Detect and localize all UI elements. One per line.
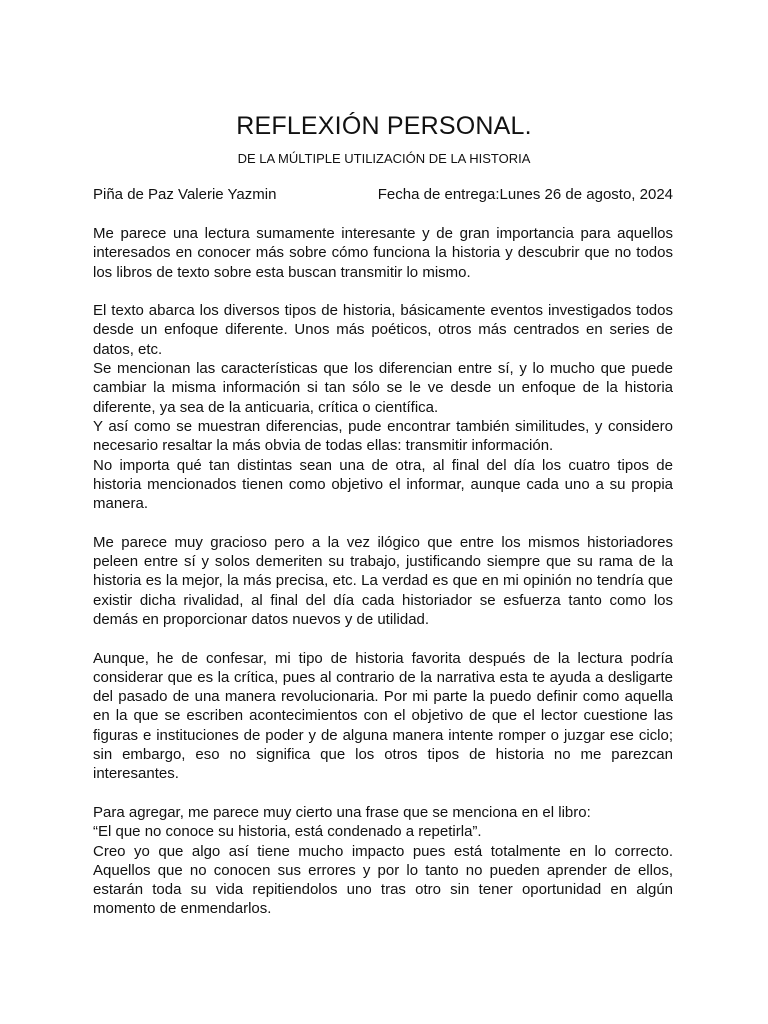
paragraph: Y así como se muestran diferencias, pude encontrar también similitudes, y considero necesario resaltar la más obvia de todas ellas: transmitir información. [93,417,673,455]
document-title: REFLEXIÓN PERSONAL. [236,112,532,140]
author-name: Piña de Paz Valerie Yazmin [93,186,277,203]
paragraph: No importa qué tan distintas sean una de otra, al final del día los cuatro tipos de historia mencionados tienen como objetivo el informar, aunque cada uno a su propia manera. [93,456,673,513]
due-date: Fecha de entrega:Lunes 26 de agosto, 2024 [377,186,673,203]
document-body [93,224,673,919]
document-meta-row [93,185,673,205]
paragraph: Creo yo que algo así tiene mucho impacto pues está totalmente en lo correcto. Aquellos que no conocen sus errores y por lo tanto no pueden aprender de ellos, estarán toda su vida repitiendolos uno tras otro sin tener oportunidad en algún momento de enmendarlos. [93,842,673,918]
paragraph: Se mencionan las características que los diferencian entre sí, y lo mucho que puede cambiar la misma información si tan sólo se le ve desde un enfoque de la historia diferente, ya sea de la anticuaria, crítica o científica. [93,360,673,416]
paragraph: Para agregar, me parece muy cierto una frase que se menciona en el libro: [93,803,591,821]
paragraph: El texto abarca los diversos tipos de historia, básicamente eventos investigados todos desde un enfoque diferente. Unos más poéticos, otros más centrados en series de datos, etc. [93,302,673,358]
document-subtitle: DE LA MÚLTIPLE UTILIZACIÓN DE LA HISTORIA [237,151,531,166]
paragraph: Me parece muy gracioso pero a la vez ilógico que entre los mismos historiadores peleen entre sí y solos demeriten su trabajo, justificando siempre que su rama de la historia es la mejor, la más precisa, etc. La verdad es que en mi opinión no tendría que existir dicha rivalidad, al final del día cada historiador se esfuerza tanto como los demás en proporcionar datos nuevos y de utilidad. [93,533,673,628]
paragraph: Me parece una lectura sumamente interesante y de gran importancia para aquellos interesados en conocer más sobre cómo funciona la historia y descubrir que no todos los libros de texto sobre esta buscan transmitir lo mismo. [93,225,673,281]
paragraph: Aunque, he de confesar, mi tipo de historia favorita después de la lectura podría considerar que es la crítica, pues al contrario de la narrativa esta te ayuda a desligarte del pasado de una manera revolucionaria. Por mi parte la puedo definir como aquella en la que se escriben acontecimientos con el objetivo de que el lector cuestione las figuras e instituciones de poder y de alguna manera intente romper o juzgar ese ciclo; sin embargo, eso no significa que los otros tipos de historia no me parezcan interesantes. [93,649,673,783]
quote: “El que no conoce su historia, está condenado a repetirla”. [93,823,482,841]
